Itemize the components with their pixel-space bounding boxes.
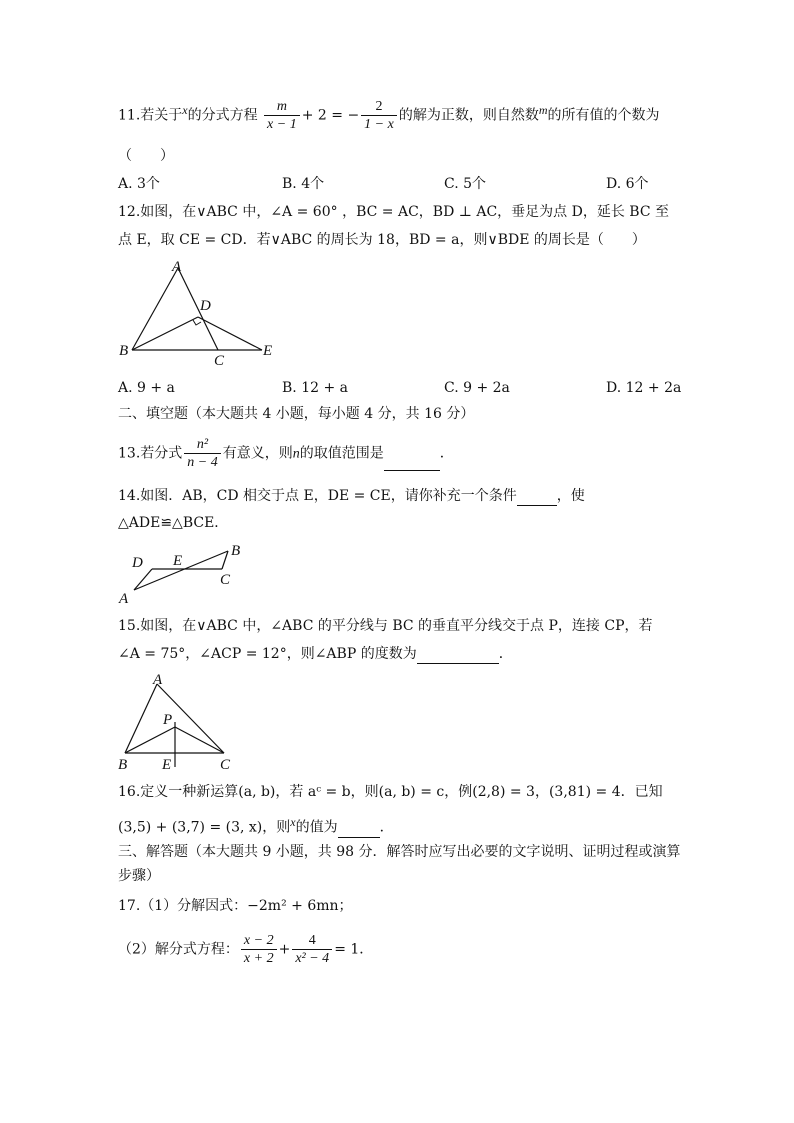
q11-fraction-2 [361,98,397,133]
q11-mid: 的分式方程 [187,107,258,124]
q12-label-c: C [214,353,225,369]
q12-right-angle-mark [193,320,201,325]
q17-fraction-2 [292,932,332,967]
q17-part2 [118,932,373,967]
q11-option-d: D. 6个 [606,176,649,192]
q16-answer-blank[interactable] [338,823,380,838]
q15-line2-b: ． [498,646,513,662]
q14-line2: △ADE≌△BCE． [118,515,229,531]
q17-frac2-den: x² − 4 [295,951,330,966]
q13-suffix-a: 有意义，则 [222,445,293,462]
q12-label-d: D [200,298,211,314]
q15-line2 [118,644,513,664]
q17-part2-prefix: （2）解分式方程： [118,941,239,958]
q17-frac1-num: x − 2 [241,932,277,950]
q12-option-c: C. 9 + 2a [444,380,510,396]
q15-label-e: E [162,757,172,773]
q14-label-c: C [220,572,231,588]
q11-plus2: + 2 = − [301,107,360,124]
q15-label-c: C [220,757,231,773]
q14-label-d: D [132,555,143,571]
q11-option-c: C. 5个 [444,176,487,192]
q11-prefix: 11.若关于 [118,107,183,124]
q12-option-a: A. 9 + a [118,380,175,396]
q15-line2-a: ∠A = 75°，∠ACP = 12°，则∠ABP 的度数为 [118,646,417,662]
q13-line [118,436,454,471]
q11-suffix-b: 的所有值的个数为 [547,107,660,124]
q17-part1: 17.（1）分解因式：−2m² + 6mn； [118,898,353,914]
q14-label-e: E [173,553,183,569]
q13-frac-num: n² [184,436,220,454]
q15-label-a: A [153,672,163,688]
q16-line2-c: ． [379,819,394,836]
q14-line1-a: 14.如图．AB，CD 相交于点 E，DE = CE，请你补充一个条件 [118,488,517,504]
q12-edge-ac [178,268,218,350]
q13-frac-den: n − 4 [187,455,218,470]
q11-line1 [118,98,660,133]
q12-line1: 12.如图，在∨ABC 中，∠A = 60° ，BC = AC，BD ⊥ AC，垂足为点 D，延长 BC 至 [118,204,670,220]
q15-edge-bp [125,727,175,753]
q11-frac1-num: m [264,98,300,116]
q11-frac1-den: x − 1 [267,117,297,132]
q16-line2-b: 的值为 [295,819,338,836]
q14-label-a: A [119,591,129,606]
q17-equals: = 1． [334,941,374,958]
q15-edge-ab [125,684,157,753]
q12-line2: 点 E，取 CE = CD．若∨ABC 的周长为 18，BD = a，则∨BDE 的周长是（ ） [118,232,646,248]
q11-var-m: m [538,102,548,117]
q11-suffix-a: 的解为正数，则自然数 [398,107,539,124]
q12-label-b: B [119,343,129,359]
q11-paren: （ ） [118,148,174,164]
q11-var-x: x [182,102,188,117]
q11-frac2-num: 2 [361,98,397,116]
q12-edge-de [198,317,262,350]
q17-fraction-1 [241,932,277,967]
q13-prefix: 13.若分式 [118,445,183,462]
q13-suffix-b: 的取值范围是 [299,445,384,462]
q15-edge-pc [175,727,224,753]
q17-frac1-den: x + 2 [243,951,274,966]
q11-option-b: B. 4个 [282,176,325,192]
q14-answer-blank[interactable] [517,491,557,506]
q12-edge-ab [132,268,178,350]
q11-option-a: A. 3个 [118,176,160,192]
q13-end: ． [439,445,454,462]
q16-var-x: x [290,815,296,829]
section3-heading-line2: 步骤） [118,868,160,884]
q16-line1: 16.定义一种新运算(a, b)，若 aᶜ = b，则(a, b) = c，例(2,8) = 3，(3,81) = 4．已知 [118,784,663,800]
q11-fraction-1 [264,98,300,133]
q14-line1 [118,486,585,506]
q14-label-b: B [231,543,241,559]
q14-line1-b: ，使 [556,488,585,504]
q12-label-a: A [172,259,182,275]
q15-line1: 15.如图，在∨ABC 中，∠ABC 的平分线与 BC 的垂直平分线交于点 P，连接 CP，若 [118,618,653,634]
q13-fraction [184,436,220,471]
q17-plus: + [278,941,291,958]
q15-label-b: B [118,757,128,773]
q13-answer-blank[interactable] [384,456,440,471]
q15-label-p: P [163,712,173,728]
q12-option-b: B. 12 + a [282,380,348,396]
q12-option-d: D. 12 + 2a [606,380,682,396]
q12-triangle-figure [110,255,300,370]
section3-heading-line1: 三、解答题（本大题共 9 小题，共 98 分．解答时应写出必要的文字说明、证明过程或演算 [118,844,681,860]
q14-figure [116,540,256,606]
q11-frac2-den: 1 − x [364,117,394,132]
q15-triangle-figure [112,670,242,774]
q12-label-e: E [263,343,273,359]
q13-var-n: n [292,446,300,462]
q16-line2 [118,812,394,838]
q17-frac2-num: 4 [292,932,332,950]
q16-line2-a: (3,5) + (3,7) = (3, x)，则 [118,819,291,836]
q15-answer-blank[interactable] [417,649,499,664]
section2-heading: 二、填空题（本大题共 4 小题，每小题 4 分，共 16 分） [118,406,475,422]
